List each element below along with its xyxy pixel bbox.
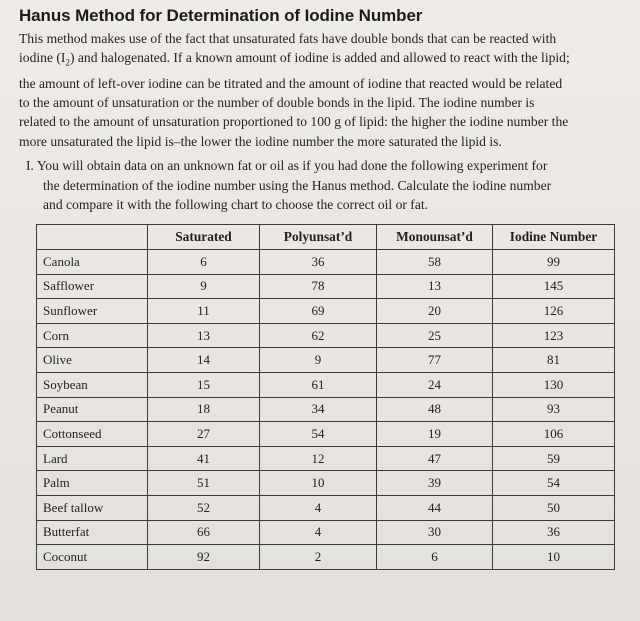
saturated-value: 11 bbox=[148, 299, 260, 324]
intro-line-5: related to the amount of unsaturation proportioned to 100 g of lipid: the higher the iodine number the bbox=[19, 114, 569, 130]
saturated-value: 13 bbox=[148, 323, 260, 348]
question-line-1: I. You will obtain data on an unknown fat or oil as if you had done the following experiment for bbox=[26, 158, 548, 173]
saturated-value: 15 bbox=[148, 372, 260, 397]
saturated-value: 92 bbox=[148, 545, 260, 570]
iodine-number-value: 99 bbox=[493, 250, 615, 275]
fat-name: Lard bbox=[37, 446, 148, 471]
intro-line-2 bbox=[19, 48, 634, 73]
iodine-number-value: 10 bbox=[493, 545, 615, 570]
saturated-value: 51 bbox=[148, 471, 260, 496]
table-row bbox=[37, 422, 615, 447]
saturated-value: 66 bbox=[148, 520, 260, 545]
fat-name: Beef tallow bbox=[37, 495, 148, 520]
iodine-subscript: 2 bbox=[65, 58, 70, 69]
polyunsaturated-value: 9 bbox=[260, 348, 377, 373]
table-row bbox=[37, 446, 615, 471]
polyunsaturated-value: 54 bbox=[260, 422, 377, 447]
saturated-value: 41 bbox=[148, 446, 260, 471]
table-row bbox=[37, 274, 615, 299]
monounsaturated-value: 6 bbox=[377, 545, 493, 570]
polyunsaturated-value: 4 bbox=[260, 495, 377, 520]
question-1 bbox=[26, 156, 631, 215]
fat-name: Sunflower bbox=[37, 299, 148, 324]
iodine-number-value: 145 bbox=[493, 274, 615, 299]
polyunsaturated-value: 12 bbox=[260, 446, 377, 471]
saturated-value: 18 bbox=[148, 397, 260, 422]
fat-name: Palm bbox=[37, 471, 148, 496]
polyunsaturated-value: 62 bbox=[260, 323, 377, 348]
fat-name: Olive bbox=[37, 348, 148, 373]
header-polyunsaturated: Polyunsat’d bbox=[260, 225, 377, 250]
table-row bbox=[37, 323, 615, 348]
fat-name: Butterfat bbox=[37, 520, 148, 545]
monounsaturated-value: 47 bbox=[377, 446, 493, 471]
fat-name: Coconut bbox=[37, 545, 148, 570]
fat-name: Canola bbox=[37, 250, 148, 275]
saturated-value: 27 bbox=[148, 422, 260, 447]
header-iodine-number: Iodine Number bbox=[493, 225, 615, 250]
saturated-value: 9 bbox=[148, 274, 260, 299]
table-row bbox=[37, 250, 615, 275]
fat-name: Peanut bbox=[37, 397, 148, 422]
saturated-value: 52 bbox=[148, 495, 260, 520]
intro-paragraph bbox=[19, 29, 634, 151]
table-row bbox=[37, 495, 615, 520]
polyunsaturated-value: 36 bbox=[260, 250, 377, 275]
iodine-number-value: 123 bbox=[493, 323, 615, 348]
monounsaturated-value: 25 bbox=[377, 323, 493, 348]
iodine-number-table bbox=[36, 224, 615, 570]
header-saturated: Saturated bbox=[148, 225, 260, 250]
table-header-row bbox=[37, 225, 615, 250]
page-title: Hanus Method for Determination of Iodine Number bbox=[19, 6, 423, 25]
header-monounsaturated: Monounsat’d bbox=[377, 225, 493, 250]
polyunsaturated-value: 4 bbox=[260, 520, 377, 545]
fat-name: Safflower bbox=[37, 274, 148, 299]
table-row bbox=[37, 397, 615, 422]
monounsaturated-value: 39 bbox=[377, 471, 493, 496]
table-row bbox=[37, 520, 615, 545]
monounsaturated-value: 20 bbox=[377, 299, 493, 324]
polyunsaturated-value: 61 bbox=[260, 372, 377, 397]
monounsaturated-value: 19 bbox=[377, 422, 493, 447]
monounsaturated-value: 58 bbox=[377, 250, 493, 275]
table-row bbox=[37, 545, 615, 570]
polyunsaturated-value: 34 bbox=[260, 397, 377, 422]
polyunsaturated-value: 78 bbox=[260, 274, 377, 299]
iodine-number-value: 130 bbox=[493, 372, 615, 397]
table-row bbox=[37, 372, 615, 397]
fat-name: Cottonseed bbox=[37, 422, 148, 447]
table-row bbox=[37, 299, 615, 324]
polyunsaturated-value: 2 bbox=[260, 545, 377, 570]
intro-line-3: the amount of left-over iodine can be titrated and the amount of iodine that reacted would be related bbox=[19, 75, 563, 91]
monounsaturated-value: 44 bbox=[377, 495, 493, 520]
iodine-number-value: 50 bbox=[493, 495, 615, 520]
saturated-value: 6 bbox=[148, 250, 260, 275]
iodine-number-value: 126 bbox=[493, 299, 615, 324]
intro-line-4: to the amount of unsaturation or the number of double bonds in the lipid. The iodine number is bbox=[19, 94, 535, 110]
question-line-2: the determination of the iodine number using the Hanus method. Calculate the iodine number bbox=[43, 177, 552, 193]
iodine-number-value: 54 bbox=[493, 471, 615, 496]
saturated-value: 14 bbox=[148, 348, 260, 373]
iodine-number-value: 59 bbox=[493, 446, 615, 471]
intro-line-1: This method makes use of the fact that unsaturated fats have double bonds that can be reacted with bbox=[19, 31, 557, 46]
header-blank bbox=[37, 225, 148, 250]
intro-line-2-text: and halogenated. If a known amount of iodine is added and allowed to react with the lipid; bbox=[77, 50, 570, 66]
question-line-3: and compare it with the following chart to choose the correct oil or fat. bbox=[43, 197, 429, 213]
iodine-number-value: 106 bbox=[493, 422, 615, 447]
fat-name: Soybean bbox=[37, 372, 148, 397]
monounsaturated-value: 24 bbox=[377, 372, 493, 397]
table-row bbox=[37, 471, 615, 496]
polyunsaturated-value: 69 bbox=[260, 299, 377, 324]
iodine-suffix: ) bbox=[69, 50, 75, 66]
iodine-number-value: 81 bbox=[493, 348, 615, 373]
table-row bbox=[37, 348, 615, 373]
polyunsaturated-value: 10 bbox=[260, 471, 377, 496]
iodine-prefix: iodine (I bbox=[19, 50, 66, 66]
monounsaturated-value: 13 bbox=[377, 274, 493, 299]
monounsaturated-value: 30 bbox=[377, 520, 493, 545]
intro-line-6: more unsaturated the lipid is–the lower the iodine number the more saturated the lipid is. bbox=[19, 133, 502, 149]
fat-name: Corn bbox=[37, 323, 148, 348]
monounsaturated-value: 48 bbox=[377, 397, 493, 422]
iodine-number-value: 93 bbox=[493, 397, 615, 422]
iodine-number-value: 36 bbox=[493, 520, 615, 545]
monounsaturated-value: 77 bbox=[377, 348, 493, 373]
